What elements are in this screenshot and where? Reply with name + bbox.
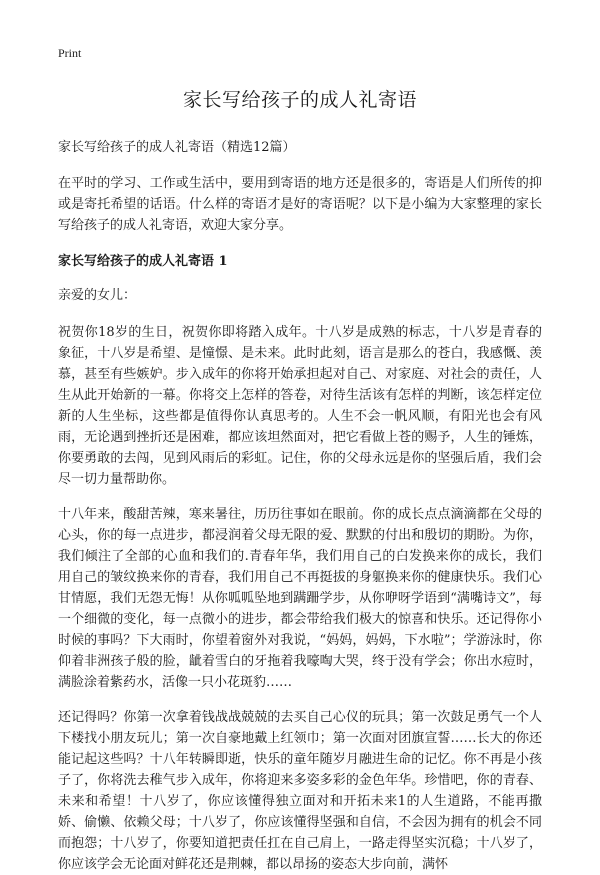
section-heading: 家长写给孩子的成人礼寄语 1 — [58, 254, 228, 269]
document-title: 家长写给孩子的成人礼寄语 — [182, 89, 417, 111]
body-paragraph-1: 祝贺你18岁的生日，祝贺你即将踏入成年。十八岁是成熟的标志，十八岁是青春的象征，十八岁是希望、是憧憬、是未来。此时此刻，语言是那么的苍白，我感慨、羡慕，甚至有些嫉妒。步入成年的你将开始承担起对自己、对家庭、对社会的责任，人生从此开始新的一幕。你将交上怎样的答卷，对待生活该有怎样的判断，该怎样定位新的人生坐标，这些都是值得你认真思考的。人生不会一帆风顺，有阳光也会有风雨，无论遇到挫折还是困难，都应该坦然面对，把它看做上苍的赐予，人生的锤炼，你要勇敢的去闯，见到风雨后的彩虹。记住，你的父母永远是你的坚强后盾，我们会尽一切力量帮助你。 — [58, 325, 542, 487]
print-link[interactable]: Print — [58, 46, 82, 60]
greeting: 亲爱的女儿： — [58, 288, 137, 303]
intro-paragraph: 在平时的学习、工作或生活中，要用到寄语的地方还是很多的，寄语是人们所传的抑或是寄托希望的话语。什么样的寄语才是好的寄语呢？以下是小编为大家整理的家长写给孩子的成人礼寄语，欢迎大家分享。 — [58, 176, 542, 233]
document-subtitle: 家长写给孩子的成人礼寄语（精选12篇） — [58, 140, 296, 155]
body-paragraph-3: 还记得吗？你第一次拿着钱战战兢兢的去买自己心仪的玩具；第一次鼓足勇气一个人下楼找小朋友玩儿；第一次自豪地戴上红领巾；第一次面对团旗宣誓……长大的你还能记起这些吗？十八年转瞬即逝，快乐的童年随岁月融进生命的记忆。你不再是小孩子了，你将洗去稚气步入成年，你将迎来多姿多彩的金色年华。珍惜吧，你的青春、未来和希望！十八岁了，你应该懂得独立面对和开拓未来1的人生道路，不能再撒娇、偷懒、依赖父母；十八岁了，你应该懂得坚强和自信，不会因为拥有的机会不同而抱怨；十八岁了，你要知道把责任扛在自己肩上，一路走得坚实沉稳；十八岁了，你应该学会无论面对鲜花还是荆棘，都以昂扬的姿态大步向前，满怀 — [58, 710, 542, 872]
body-paragraph-2: 十八年来，酸甜苦辣，寒来暑往，历历往事如在眼前。你的成长点点滴滴都在父母的心头，你的每一点进步，都浸润着父母无限的爱、默默的付出和殷切的期盼。为你，我们倾注了全部的心血和我们的.青春年华，我们用自己的白发换来你的成长，我们用自己的皱纹换来你的青春，我们用自己不再挺拔的身躯换来你的健康快乐。我们心甘情愿，我们无怨无悔！从你呱呱坠地到蹒跚学步，从你咿呀学语到“满嘴诗文”，每一个细微的变化，每一点微小的进步，都会带给我们极大的惊喜和快乐。还记得你小时候的事吗？下大雨时，你望着窗外对我说，“妈妈，妈妈，下水啦”；学游泳时，你仰着非洲孩子般的脸，龇着雪白的牙拖着我嚎啕大哭，终于没有学会；你出水痘时，满脸涂着紫药水，活像一只小花斑豹…… — [58, 507, 542, 690]
